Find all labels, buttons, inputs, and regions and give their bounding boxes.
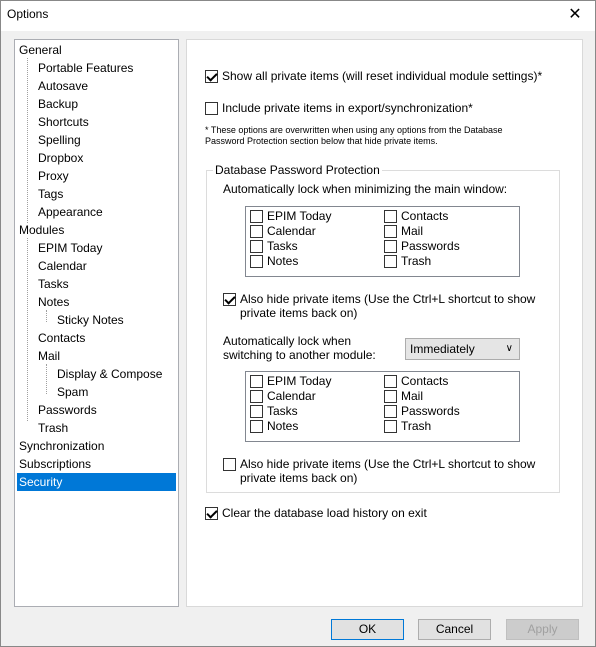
title-bar — [1, 1, 595, 31]
tree-connector — [46, 310, 47, 322]
checkbox-unchecked-icon[interactable] — [223, 458, 236, 471]
tree-item-mail[interactable]: Mail — [38, 349, 61, 363]
checkbox-unchecked-icon[interactable] — [250, 420, 263, 433]
tree-item-dropbox[interactable]: Dropbox — [38, 151, 84, 165]
tree-item-autosave[interactable]: Autosave — [38, 79, 89, 93]
list2-notes-label: Notes — [267, 419, 299, 433]
list1-trash-label: Trash — [401, 254, 432, 268]
tree-item-trash[interactable]: Trash — [38, 421, 69, 435]
list1-trash[interactable] — [384, 254, 431, 268]
security-panel — [186, 39, 583, 607]
lock-switch-modules-list[interactable] — [245, 371, 520, 442]
note-line-2: Password Protection section below that hide private items. — [205, 136, 438, 146]
note-line-1: * These options are overwritten when using any options from the Database — [205, 125, 503, 135]
hide1-line2: private items back on) — [240, 306, 358, 320]
also-hide-private-items-checkbox-1[interactable] — [223, 292, 535, 320]
tree-item-modules[interactable]: Modules — [19, 223, 65, 237]
list2-epim-today-label: EPIM Today — [267, 374, 332, 388]
tree-connector — [27, 58, 28, 223]
clear-history-checkbox[interactable] — [205, 506, 427, 520]
list1-tasks-label: Tasks — [267, 239, 298, 253]
list1-passwords-label: Passwords — [401, 239, 460, 253]
clear-history-label: Clear the database load history on exit — [222, 506, 427, 520]
lock-switch-dropdown-value: Immediately — [410, 342, 475, 356]
window-title: Options — [7, 7, 49, 21]
list1-calendar-label: Calendar — [267, 224, 316, 238]
list2-tasks[interactable] — [250, 404, 298, 418]
checkbox-unchecked-icon[interactable] — [250, 390, 263, 403]
checkbox-unchecked-icon[interactable] — [384, 240, 397, 253]
tree-item-tasks[interactable]: Tasks — [38, 277, 69, 291]
apply-button[interactable]: Apply — [506, 619, 579, 640]
list2-mail-label: Mail — [401, 389, 424, 403]
tree-item-notes[interactable]: Notes — [38, 295, 70, 309]
list1-tasks[interactable] — [250, 239, 298, 253]
list1-mail-label: Mail — [401, 224, 424, 238]
tree-item-spelling[interactable]: Spelling — [38, 133, 81, 147]
list2-epim-today[interactable] — [250, 374, 331, 388]
checkbox-checked-icon[interactable] — [205, 70, 218, 83]
show-private-items-checkbox[interactable] — [205, 69, 542, 83]
show-private-items-label: Show all private items (will reset individual module settings)* — [222, 69, 543, 83]
checkbox-unchecked-icon[interactable] — [384, 225, 397, 238]
tree-item-sticky-notes[interactable]: Sticky Notes — [57, 313, 124, 327]
list2-tasks-label: Tasks — [267, 404, 298, 418]
tree-item-tags[interactable]: Tags — [38, 187, 64, 201]
checkbox-unchecked-icon[interactable] — [250, 240, 263, 253]
list2-trash[interactable] — [384, 419, 431, 433]
checkbox-unchecked-icon[interactable] — [384, 420, 397, 433]
tree-item-proxy[interactable]: Proxy — [38, 169, 69, 183]
hide1-line1: Also hide private items (Use the Ctrl+L shortcut to show — [240, 292, 536, 306]
hide2-line2: private items back on) — [240, 471, 358, 485]
checkbox-checked-icon[interactable] — [205, 507, 218, 520]
list2-notes[interactable] — [250, 419, 298, 433]
chevron-down-icon[interactable]: ∨ — [505, 343, 513, 354]
lock-switch-label — [223, 334, 376, 362]
tree-item-shortcuts[interactable]: Shortcuts — [38, 115, 89, 129]
list1-epim-today[interactable] — [250, 209, 331, 223]
tree-item-general[interactable]: General — [19, 43, 62, 57]
also-hide-private-items-label-2 — [240, 457, 535, 485]
list2-passwords[interactable] — [384, 404, 460, 418]
checkbox-unchecked-icon[interactable] — [384, 210, 397, 223]
lock-switch-line1: Automatically lock when — [223, 334, 352, 348]
checkbox-unchecked-icon[interactable] — [250, 255, 263, 268]
lock-switch-line2: switching to another module: — [223, 348, 376, 362]
include-private-items-checkbox[interactable] — [205, 101, 473, 115]
list2-contacts-label: Contacts — [401, 374, 449, 388]
options-tree[interactable] — [14, 39, 179, 607]
checkbox-unchecked-icon[interactable] — [250, 225, 263, 238]
group-title: Database Password Protection — [215, 163, 380, 177]
list1-passwords[interactable] — [384, 239, 460, 253]
tree-item-contacts[interactable]: Contacts — [38, 331, 86, 345]
list1-notes[interactable] — [250, 254, 298, 268]
hide2-line1: Also hide private items (Use the Ctrl+L shortcut to show — [240, 457, 536, 471]
also-hide-private-items-checkbox-2[interactable] — [223, 457, 535, 485]
list1-contacts[interactable] — [384, 209, 448, 223]
checkbox-unchecked-icon[interactable] — [384, 255, 397, 268]
lock-switch-dropdown[interactable] — [405, 338, 520, 360]
checkbox-unchecked-icon[interactable] — [384, 390, 397, 403]
tree-connector — [27, 238, 28, 421]
tree-item-appearance[interactable]: Appearance — [38, 205, 103, 219]
ok-button[interactable]: OK — [331, 619, 404, 640]
tree-item-backup[interactable]: Backup — [38, 97, 79, 111]
checkbox-unchecked-icon[interactable] — [384, 375, 397, 388]
tree-item-subscriptions[interactable]: Subscriptions — [19, 457, 92, 471]
list2-contacts[interactable] — [384, 374, 448, 388]
tree-item-display-compose[interactable]: Display & Compose — [57, 367, 163, 381]
lock-minimize-modules-list[interactable] — [245, 206, 520, 277]
tree-item-spam[interactable]: Spam — [57, 385, 89, 399]
tree-item-synchronization[interactable]: Synchronization — [19, 439, 105, 453]
database-password-protection-group — [206, 163, 560, 493]
list2-calendar[interactable] — [250, 389, 316, 403]
tree-item-security[interactable]: Security — [17, 473, 176, 491]
list2-trash-label: Trash — [401, 419, 432, 433]
checkbox-unchecked-icon[interactable] — [250, 375, 263, 388]
list1-calendar[interactable] — [250, 224, 316, 238]
list1-notes-label: Notes — [267, 254, 299, 268]
private-items-note — [205, 125, 503, 147]
tree-item-epim-today[interactable]: EPIM Today — [38, 241, 103, 255]
tree-item-calendar[interactable]: Calendar — [38, 259, 87, 273]
cancel-button[interactable]: Cancel — [418, 619, 491, 640]
checkbox-checked-icon[interactable] — [223, 293, 236, 306]
list2-mail[interactable] — [384, 389, 423, 403]
tree-item-passwords[interactable]: Passwords — [38, 403, 97, 417]
list1-mail[interactable] — [384, 224, 423, 238]
include-private-items-label: Include private items in export/synchronization* — [222, 101, 473, 115]
tree-item-portable-features[interactable]: Portable Features — [38, 61, 134, 75]
lock-minimize-label: Automatically lock when minimizing the main window: — [223, 182, 508, 196]
checkbox-unchecked-icon[interactable] — [205, 102, 218, 115]
checkbox-unchecked-icon[interactable] — [250, 405, 263, 418]
list1-epim-today-label: EPIM Today — [267, 209, 332, 223]
checkbox-unchecked-icon[interactable] — [384, 405, 397, 418]
close-icon[interactable]: ✕ — [568, 6, 582, 23]
also-hide-private-items-label-1 — [240, 292, 535, 320]
tree-connector — [46, 364, 47, 394]
list1-contacts-label: Contacts — [401, 209, 449, 223]
checkbox-unchecked-icon[interactable] — [250, 210, 263, 223]
list2-calendar-label: Calendar — [267, 389, 316, 403]
list2-passwords-label: Passwords — [401, 404, 460, 418]
